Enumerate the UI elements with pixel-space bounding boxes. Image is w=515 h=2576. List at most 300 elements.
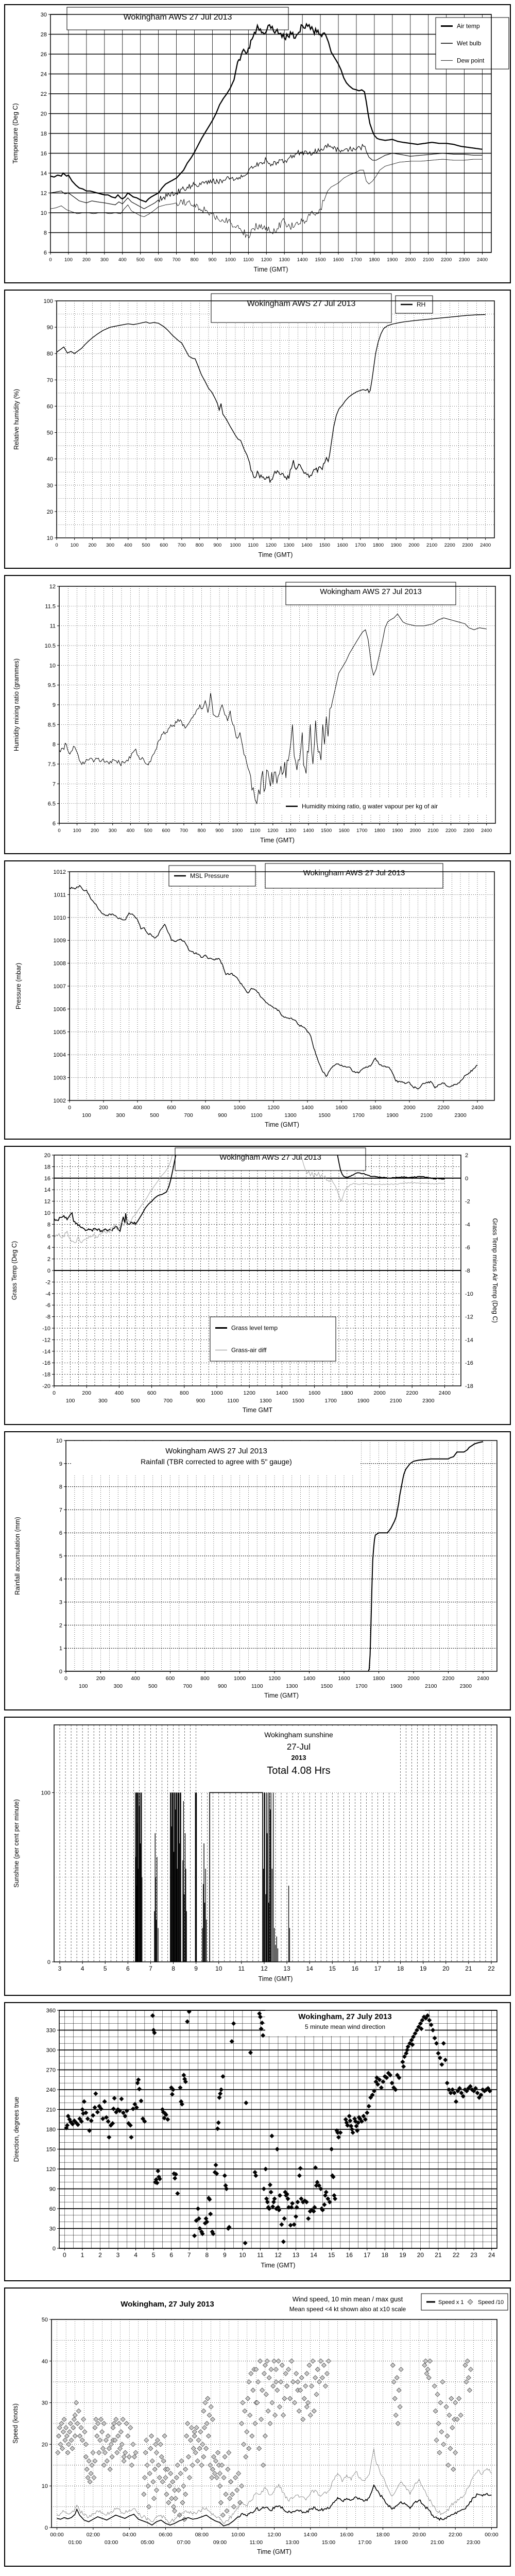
- x-tick-label: 14: [310, 2251, 317, 2259]
- x-axis-title: Time (GMT): [265, 1121, 299, 1128]
- y-tick-label: 30: [40, 12, 47, 18]
- x-tick-label: 1100: [248, 543, 259, 548]
- x-tick-label: 21:00: [430, 2539, 444, 2546]
- y-tick-label: 20: [41, 2442, 48, 2448]
- humidity-mixing-ratio-chart: [5, 576, 510, 853]
- x-tick-label: 18: [397, 1965, 404, 1972]
- x-tick-label: 1200: [268, 1675, 281, 1682]
- x-tick-label: 10:00: [231, 2532, 245, 2538]
- x-tick-label: 1500: [319, 543, 330, 548]
- y-tick-label: 40: [41, 2358, 48, 2365]
- y-tick-label: -14: [42, 1348, 50, 1355]
- x-tick-label: 10: [215, 1965, 222, 1972]
- x-tick-label: 20:00: [412, 2532, 426, 2538]
- y-tick-label: 1004: [53, 1052, 66, 1059]
- y-tick-label: 90: [46, 325, 53, 331]
- x-tick-label: 1100: [250, 1112, 263, 1118]
- x-tick-label: 2400: [476, 257, 488, 263]
- y-tick-label: 1003: [53, 1075, 66, 1081]
- y-tick-label: 8.5: [47, 722, 56, 728]
- y-axis-title: Pressure (mbar): [15, 962, 22, 1010]
- x-tick-label: 1600: [337, 543, 348, 548]
- x-tick-label: 2400: [471, 1105, 484, 1111]
- x-tick-label: 06:00: [159, 2532, 173, 2538]
- y-tick-label: 0: [52, 2246, 56, 2252]
- y-tick-label: 120: [46, 2166, 56, 2173]
- x-tick-label: 100: [64, 257, 73, 263]
- x-tick-label: 0: [63, 2251, 66, 2259]
- x-tick-label: 1000: [233, 1675, 246, 1682]
- x-tick-label: 1800: [372, 1675, 385, 1682]
- x-tick-label: 17:00: [358, 2539, 372, 2546]
- x-tick-label: 12: [261, 1965, 268, 1972]
- y2-tick-label: -14: [465, 1337, 473, 1344]
- x-tick-label: 800: [180, 1390, 189, 1396]
- x-tick-label: 1900: [386, 1112, 399, 1118]
- x-axis-title: Time (GMT): [260, 837, 295, 844]
- y-tick-label: 5: [59, 1553, 62, 1560]
- x-tick-label: 400: [124, 543, 132, 548]
- y-tick-label: 50: [41, 2317, 48, 2323]
- x-tick-label: 800: [197, 828, 206, 834]
- y-tick-label: 330: [46, 2027, 56, 2034]
- y-tick-label: 22: [40, 91, 47, 97]
- x-tick-label: 14:00: [303, 2532, 317, 2538]
- x-tick-label: 10: [239, 2251, 246, 2259]
- y2-tick-label: 2: [465, 1153, 469, 1159]
- y-tick-label: 14: [44, 1187, 50, 1194]
- x-tick-label: 1800: [372, 543, 384, 548]
- x-tick-label: 1500: [315, 257, 326, 263]
- x-tick-label: 11: [257, 2251, 264, 2259]
- y-tick-label: 10: [49, 663, 56, 669]
- y-tick-label: 360: [46, 2008, 56, 2014]
- y-tick-label: -16: [42, 1360, 50, 1367]
- x-tick-label: 1000: [233, 1105, 246, 1111]
- x-tick-label: 200: [82, 1390, 91, 1396]
- x-tick-label: 1500: [292, 1398, 304, 1404]
- x-tick-label: 600: [165, 1675, 175, 1682]
- x-tick-label: 1000: [232, 828, 243, 834]
- x-tick-label: 2200: [444, 543, 455, 548]
- y-tick-label: 10: [46, 535, 53, 541]
- panel-humidity-mixing-ratio: [4, 575, 511, 854]
- y-tick-label: 0: [47, 1268, 50, 1274]
- x-tick-label: 1200: [261, 257, 272, 263]
- chart-title: Wind speed, 10 min mean / max gust: [292, 2295, 403, 2303]
- y2-tick-label: -6: [465, 1245, 470, 1251]
- x-tick-label: 17: [374, 1965, 382, 1972]
- x-tick-label: 1800: [369, 257, 380, 263]
- x-tick-label: 2300: [454, 1112, 467, 1118]
- y2-tick-label: -2: [465, 1198, 470, 1205]
- x-tick-label: 1000: [230, 543, 241, 548]
- x-tick-label: 2: [98, 2251, 102, 2259]
- panel-relative-humidity: [4, 290, 511, 569]
- x-tick-label: 0: [49, 257, 52, 263]
- y-tick-label: -2: [45, 1279, 50, 1286]
- grass-temperature-chart: [5, 1147, 510, 1424]
- relative-humidity-chart: [5, 291, 510, 568]
- x-tick-label: 700: [177, 543, 186, 548]
- y-tick-label: 12: [44, 1198, 50, 1205]
- x-tick-label: 7: [149, 1965, 152, 1972]
- x-tick-label: 2300: [462, 543, 473, 548]
- y-tick-label: 1007: [53, 984, 66, 990]
- y-tick-label: 100: [43, 298, 53, 304]
- x-tick-label: 22:00: [448, 2532, 462, 2538]
- chart-title: Wokingham sunshine: [264, 1731, 333, 1739]
- y-tick-label: 10: [44, 1210, 50, 1216]
- x-tick-label: 1300: [279, 257, 290, 263]
- y-tick-label: 240: [46, 2087, 56, 2093]
- chart-title: Wokingham AWS 27 Jul 2013: [165, 1447, 267, 1455]
- x-tick-label: 04:00: [123, 2532, 136, 2538]
- y2-tick-label: -8: [465, 1268, 470, 1274]
- legend-label: Air temp: [457, 22, 480, 30]
- x-tick-label: 2200: [437, 1105, 450, 1111]
- x-tick-label: 5: [103, 1965, 107, 1972]
- x-tick-label: 2100: [423, 257, 434, 263]
- x-tick-label: 14: [306, 1965, 313, 1972]
- x-axis-title: Time (GMT): [253, 266, 288, 273]
- x-tick-label: 500: [131, 1398, 140, 1404]
- chart-title: Wokingham AWS 27 Jul 2013: [320, 587, 422, 596]
- x-tick-label: 22: [452, 2251, 460, 2259]
- x-tick-label: 700: [163, 1398, 173, 1404]
- x-tick-label: 1600: [308, 1390, 321, 1396]
- x-tick-label: 300: [108, 828, 117, 834]
- y-tick-label: 6.5: [47, 801, 56, 807]
- x-tick-label: 0: [64, 1675, 67, 1682]
- y-tick-label: 70: [46, 377, 53, 384]
- x-tick-label: 18: [381, 2251, 388, 2259]
- x-tick-label: 500: [142, 543, 150, 548]
- chart-title: Total 4.08 Hrs: [267, 1765, 331, 1776]
- x-tick-label: 400: [118, 257, 127, 263]
- x-tick-label: 00:00: [50, 2532, 64, 2538]
- x-tick-label: 17: [364, 2251, 371, 2259]
- x-tick-label: 0: [58, 828, 61, 834]
- x-tick-label: 1400: [297, 257, 308, 263]
- y-tick-label: 18: [44, 1164, 50, 1171]
- chart-title: Mean speed <4 kt shown also at x10 scale: [289, 2306, 406, 2313]
- chart-title: 5 minute mean wind direction: [304, 2023, 386, 2030]
- x-tick-label: 1600: [335, 1105, 348, 1111]
- x-tick-label: 600: [147, 1390, 157, 1396]
- x-tick-label: 2400: [481, 828, 492, 834]
- y-tick-label: 50: [46, 430, 53, 436]
- x-tick-label: 1900: [390, 543, 402, 548]
- chart-title-box: [245, 2291, 451, 2317]
- x-tick-label: 100: [70, 543, 79, 548]
- x-tick-label: 2100: [425, 1683, 437, 1689]
- x-tick-label: 20: [417, 2251, 424, 2259]
- x-tick-label: 600: [154, 257, 163, 263]
- x-tick-label: 1900: [387, 257, 398, 263]
- x-tick-label: 6: [169, 2251, 174, 2259]
- x-tick-label: 0: [55, 543, 58, 548]
- x-tick-label: 2100: [420, 1112, 433, 1118]
- x-tick-label: 1200: [267, 1105, 280, 1111]
- y-axis-title: Speed (knots): [12, 2403, 19, 2444]
- x-tick-label: 1800: [374, 828, 385, 834]
- chart-title: 27-Jul: [286, 1742, 311, 1752]
- x-tick-label: 1400: [276, 1390, 288, 1396]
- x-tick-label: 1200: [265, 543, 277, 548]
- air-temperature-chart: [5, 5, 510, 282]
- x-tick-label: 15: [329, 1965, 336, 1972]
- y-tick-label: 8: [59, 1484, 62, 1490]
- x-tick-label: 1300: [284, 1112, 297, 1118]
- x-tick-label: 900: [196, 1398, 205, 1404]
- x-tick-label: 2000: [405, 257, 416, 263]
- y-tick-label: 300: [46, 2047, 56, 2054]
- y-axis-title: Sunshine (per cent per minute): [13, 1799, 20, 1888]
- y-tick-label: 24: [40, 71, 47, 78]
- x-tick-label: 300: [100, 257, 109, 263]
- x-tick-label: 1300: [285, 828, 296, 834]
- y-tick-label: 20: [44, 1153, 50, 1159]
- y-tick-label: 11: [49, 623, 56, 630]
- y-tick-label: -18: [42, 1371, 50, 1378]
- x-tick-label: 13: [292, 2251, 300, 2259]
- y-tick-label: -6: [45, 1302, 50, 1309]
- x-tick-label: 1300: [283, 543, 295, 548]
- x-tick-label: 1700: [356, 828, 368, 834]
- panel-air-temperature: [4, 4, 511, 283]
- chart-legend-box: [210, 1317, 336, 1361]
- x-tick-label: 13:00: [285, 2539, 299, 2546]
- x-tick-label: 100: [65, 1398, 75, 1404]
- chart-title: Rainfall (TBR corrected to agree with 5" gauge): [141, 1458, 292, 1466]
- x-tick-label: 01:00: [68, 2539, 82, 2546]
- y-tick-label: 90: [49, 2186, 56, 2193]
- y-tick-label: 30: [49, 2226, 56, 2232]
- y-tick-label: 9: [59, 1461, 62, 1467]
- x-tick-label: 19:00: [394, 2539, 408, 2546]
- y-tick-label: 26: [40, 52, 47, 58]
- x-tick-label: 200: [96, 1675, 106, 1682]
- x-tick-label: 18:00: [376, 2532, 390, 2538]
- y-tick-label: 10: [40, 210, 47, 216]
- x-tick-label: 2300: [459, 257, 470, 263]
- x-tick-label: 1200: [243, 1390, 255, 1396]
- x-tick-label: 1700: [351, 257, 362, 263]
- legend-label: Wet bulb: [457, 40, 482, 47]
- x-tick-label: 300: [106, 543, 115, 548]
- x-axis-title: Time (GMT): [261, 2262, 296, 2269]
- x-tick-label: 5: [151, 2251, 156, 2259]
- y-tick-label: -20: [42, 1383, 50, 1389]
- x-tick-label: 19: [419, 1965, 427, 1972]
- x-tick-label: 300: [98, 1398, 108, 1404]
- x-tick-label: 2000: [403, 1105, 416, 1111]
- y-tick-label: 20: [46, 509, 53, 515]
- y-tick-label: 30: [41, 2400, 48, 2406]
- x-tick-label: 9: [222, 2251, 227, 2259]
- y-tick-label: 270: [46, 2067, 56, 2074]
- y-tick-label: -4: [45, 1291, 50, 1297]
- y-tick-label: 1012: [53, 869, 66, 875]
- x-tick-label: 1600: [338, 828, 350, 834]
- x-tick-label: 2300: [459, 1683, 472, 1689]
- y-tick-label: 4: [59, 1576, 62, 1583]
- y2-tick-label: -4: [465, 1222, 470, 1228]
- x-axis-title: Time GMT: [242, 1406, 273, 1414]
- x-tick-label: 200: [88, 543, 97, 548]
- x-tick-label: 13: [283, 1965, 290, 1972]
- x-tick-label: 15:00: [321, 2539, 336, 2546]
- panel-rainfall: [4, 1431, 511, 1710]
- y-tick-label: 1011: [54, 892, 66, 899]
- y-axis-title: Grass Temp (Deg C): [11, 1241, 18, 1300]
- legend-label: Speed x 1: [438, 2299, 464, 2306]
- legend-label: Grass-air diff: [231, 1346, 267, 1354]
- x-tick-label: 08:00: [195, 2532, 209, 2538]
- x-tick-label: 3: [116, 2251, 120, 2259]
- chart-title: Wokingham AWS 27 Jul 2013: [219, 1153, 321, 1162]
- x-tick-label: 1: [80, 2251, 84, 2259]
- x-tick-label: 1500: [318, 1112, 331, 1118]
- y-tick-label: 180: [46, 2127, 56, 2133]
- x-tick-label: 800: [195, 543, 204, 548]
- y-tick-label: 10: [56, 1438, 62, 1444]
- x-tick-label: 900: [217, 1683, 227, 1689]
- panel-wind-speed: [4, 2287, 511, 2567]
- x-tick-label: 2200: [442, 1675, 455, 1682]
- y-tick-label: 100: [41, 1790, 50, 1797]
- chart-title-box: [265, 2007, 425, 2036]
- x-tick-label: 700: [180, 828, 188, 834]
- y-tick-label: 12: [49, 584, 56, 590]
- x-tick-label: 1700: [355, 543, 366, 548]
- y-tick-label: 2: [59, 1622, 62, 1629]
- x-tick-label: 2000: [407, 1675, 420, 1682]
- x-axis-title: Time (GMT): [258, 1975, 293, 1982]
- y-tick-label: 10: [41, 2483, 48, 2490]
- x-tick-label: 300: [113, 1683, 123, 1689]
- x-tick-label: 1500: [320, 1683, 333, 1689]
- x-tick-label: 2000: [409, 828, 421, 834]
- x-tick-label: 200: [82, 257, 91, 263]
- x-tick-label: 2100: [427, 828, 439, 834]
- x-tick-label: 0: [68, 1105, 71, 1111]
- x-tick-label: 300: [116, 1112, 125, 1118]
- x-tick-label: 16: [346, 2251, 353, 2259]
- x-tick-label: 16:00: [340, 2532, 354, 2538]
- x-tick-label: 4: [80, 1965, 84, 1972]
- x-tick-label: 2100: [426, 543, 438, 548]
- x-tick-label: 800: [190, 257, 199, 263]
- y-tick-label: 28: [40, 31, 47, 38]
- wind-speed-chart: [5, 2289, 510, 2566]
- x-axis-title: Time (GMT): [264, 1692, 299, 1699]
- y-tick-label: 0: [47, 1959, 50, 1965]
- x-tick-label: 1900: [392, 828, 403, 834]
- chart-title: Wokingham, 27 July 2013: [298, 2012, 392, 2021]
- x-tick-label: 700: [184, 1112, 193, 1118]
- y-tick-label: 6: [43, 250, 47, 256]
- chart-title: Wokingham AWS 27 Jul 2013: [247, 299, 356, 308]
- x-tick-label: 600: [160, 543, 168, 548]
- y-tick-label: 0: [44, 2525, 48, 2531]
- x-axis-title: Time (GMT): [257, 2548, 291, 2555]
- x-tick-label: 2000: [408, 543, 420, 548]
- x-tick-label: 15: [328, 2251, 335, 2259]
- sunshine-chart: [5, 1718, 510, 1995]
- x-tick-label: 500: [144, 828, 152, 834]
- panel-grass-temperature: [4, 1146, 511, 1425]
- y-tick-label: 3: [59, 1599, 62, 1606]
- y-tick-label: 20: [40, 111, 47, 117]
- x-tick-label: 20: [442, 1965, 450, 1972]
- x-tick-label: 600: [162, 828, 170, 834]
- panel-wind-direction: [4, 2002, 511, 2281]
- x-tick-label: 900: [213, 543, 222, 548]
- y-tick-label: 4: [47, 1245, 50, 1251]
- legend-label: RH: [417, 301, 426, 308]
- x-tick-label: 600: [167, 1105, 176, 1111]
- x-tick-label: 9: [194, 1965, 198, 1972]
- x-tick-label: 12: [274, 2251, 282, 2259]
- y-tick-label: 0: [59, 1669, 62, 1675]
- x-tick-label: 100: [73, 828, 81, 834]
- x-tick-label: 2300: [422, 1398, 435, 1404]
- x-tick-label: 1300: [286, 1683, 298, 1689]
- y-tick-label: 16: [40, 150, 47, 157]
- x-tick-label: 2200: [441, 257, 452, 263]
- rainfall-chart: [5, 1432, 510, 1709]
- wind-direction-chart: [5, 2003, 510, 2280]
- x-tick-label: 1800: [369, 1105, 382, 1111]
- x-tick-label: 3: [58, 1965, 62, 1972]
- y-tick-label: 40: [46, 456, 53, 463]
- y-tick-label: 7: [52, 781, 56, 788]
- x-tick-label: 11:00: [249, 2539, 263, 2546]
- y-tick-label: 1008: [53, 960, 66, 967]
- x-tick-label: 1300: [260, 1398, 272, 1404]
- x-tick-label: 2300: [463, 828, 474, 834]
- legend-label: Grass level temp: [231, 1324, 278, 1332]
- x-tick-label: 1400: [301, 1105, 314, 1111]
- y-tick-label: 2: [47, 1256, 50, 1263]
- y2-tick-label: -16: [465, 1360, 473, 1367]
- x-tick-label: 8: [205, 2251, 209, 2259]
- x-tick-label: 12:00: [267, 2532, 281, 2538]
- x-tick-label: 7: [187, 2251, 191, 2259]
- chart-title-box: [211, 294, 391, 323]
- x-tick-label: 100: [82, 1112, 91, 1118]
- x-tick-label: 900: [208, 257, 217, 263]
- chart-title: Wokingham AWS 27 Jul 2013: [123, 13, 232, 22]
- y-tick-label: 1009: [53, 938, 66, 944]
- x-tick-label: 200: [99, 1105, 108, 1111]
- x-tick-label: 1600: [338, 1675, 350, 1682]
- x-tick-label: 23:00: [467, 2539, 480, 2546]
- x-tick-label: 1000: [211, 1390, 223, 1396]
- y2-tick-label: -10: [465, 1291, 473, 1297]
- chart-title: Wokingham AWS 27 Jul 2013: [303, 869, 405, 877]
- x-tick-label: 1100: [251, 1683, 263, 1689]
- y-tick-label: 6: [59, 1530, 62, 1537]
- legend-label: MSL Pressure: [190, 872, 229, 879]
- y-tick-label: 60: [49, 2206, 56, 2212]
- x-tick-label: 11: [238, 1965, 245, 1972]
- x-tick-label: 1700: [352, 1112, 365, 1118]
- x-tick-label: 8: [171, 1965, 175, 1972]
- y-tick-label: 1010: [53, 914, 66, 921]
